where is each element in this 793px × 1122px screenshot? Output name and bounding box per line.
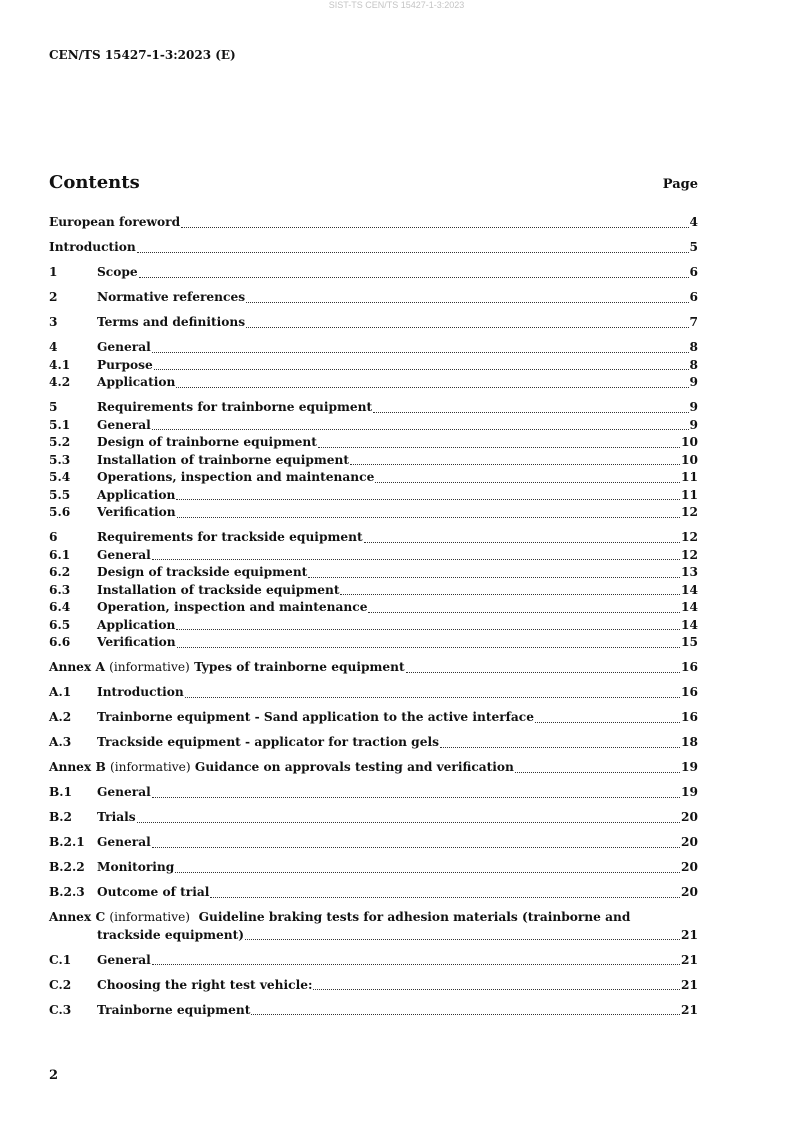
toc-annex-heading [49,909,698,927]
dot-leader [535,722,680,723]
toc-entry-page: 20 [681,885,698,899]
toc-entry-number: C.2 [49,977,72,992]
toc-entry-title: Introduction [49,240,136,254]
toc-annex-continuation [49,927,698,945]
toc-entry-title: Types of trainborne equipment [194,660,405,674]
toc-entry-page: 20 [681,810,698,824]
toc-entry-page: 16 [681,660,698,674]
toc-entry[interactable] [49,547,698,565]
dot-leader [375,482,680,483]
toc-entry-number: 4.1 [49,357,71,372]
toc-entry-title: Guideline braking tests for adhesion materials (trainborne and [198,910,631,924]
toc-entry[interactable] [49,314,698,332]
toc-entry-number: 5 [49,400,58,414]
toc-entry-page: 13 [681,565,698,579]
toc-entry-number: 3 [49,315,58,329]
toc-entry-title: General [97,785,151,799]
toc-entry[interactable] [49,289,698,307]
toc-entry[interactable] [49,434,698,452]
toc-entry-page: 21 [681,927,698,942]
toc-entry-title: Requirements for trainborne equipment [97,400,373,414]
toc-entry-number: 5.4 [49,470,71,484]
toc-entry-title: Outcome of trial [97,885,210,899]
annex-label: Annex C [49,910,106,924]
toc-entry-page: 12 [681,505,698,519]
annex-label: Annex B [49,760,106,774]
toc-entry-number: 6.4 [49,600,71,614]
annex-informative: (informative) [110,760,191,774]
toc-entry-number: 6.6 [49,635,71,649]
toc-entry[interactable] [49,529,698,547]
toc-entry[interactable] [49,374,698,392]
toc-entry-page: 5 [689,240,698,254]
toc-entry-page: 14 [681,617,698,632]
toc-entry[interactable] [49,582,698,600]
dot-leader [246,302,688,303]
toc-entry-number: B.2 [49,810,73,824]
toc-entry[interactable] [49,1002,698,1020]
toc-entry-number: 5.6 [49,505,71,519]
toc-entry[interactable] [49,634,698,652]
toc-entry-number: 6 [49,530,58,544]
toc-entry[interactable] [49,399,698,417]
toc-entry[interactable] [49,214,698,232]
toc-entry[interactable] [49,952,698,970]
toc-entry-number: 5.1 [49,417,71,432]
toc-entry[interactable] [49,239,698,257]
dot-leader [406,672,680,673]
toc-entry-page: 19 [681,760,698,774]
toc-entry-title: General [97,835,151,849]
page-number: 2 [49,1068,59,1083]
toc-entry[interactable] [49,734,698,752]
toc-entry-title: Operations, inspection and maintenance [97,470,375,484]
toc-entry[interactable] [49,452,698,470]
toc-entry-page: 18 [681,735,698,749]
toc-entry[interactable] [49,564,698,582]
toc-entry-number: 5.2 [49,435,71,449]
toc-entry-number: B.2.2 [49,860,85,874]
dot-leader [137,822,680,823]
toc-entry-number: 6.5 [49,617,71,632]
toc-entry-page: 14 [681,582,698,597]
toc-entry-page: 8 [689,340,698,354]
document-id: CEN/TS 15427-1-3:2023 (E) [49,48,236,62]
dot-leader [364,542,680,543]
toc-entry[interactable] [49,809,698,827]
dot-leader [176,499,680,500]
dot-leader [154,369,689,370]
toc-entry-page: 20 [681,860,698,874]
toc-entry-title: General [97,952,151,967]
toc-entry-title: Trainborne equipment [97,1002,251,1017]
dot-leader [340,594,680,595]
toc-entry-number: B.1 [49,785,73,799]
toc-entry-title: Choosing the right test vehicle: [97,977,313,992]
dot-leader [515,772,680,773]
annex-label: Annex A [49,660,105,674]
toc-entry[interactable] [49,469,698,487]
toc-entry-page: 20 [681,835,698,849]
contents-title: Contents [49,172,140,193]
dot-leader [152,429,689,430]
dot-leader [210,897,680,898]
toc-entry-title: Introduction [97,685,184,699]
toc-annex-entry[interactable] [49,759,698,777]
toc-entry[interactable] [49,339,698,357]
toc-entry-number: C.3 [49,1002,72,1017]
dot-leader [152,559,680,560]
dot-leader [152,847,680,848]
dot-leader [137,252,689,253]
toc-entry-page: 10 [681,452,698,467]
toc-entry-title: General [97,340,151,354]
dot-leader [245,939,680,940]
toc-entry-title: Trainborne equipment - Sand application to the active interface [97,710,534,724]
table-of-contents [49,214,698,1019]
toc-entry[interactable] [49,599,698,617]
toc-entry-title: Scope [97,265,138,279]
annex-informative: (informative) [109,660,190,674]
toc-entry-page: 11 [681,470,698,484]
toc-entry-number: 4 [49,340,58,354]
toc-entry-page: 21 [681,1002,698,1017]
toc-entry-title: General [97,417,151,432]
toc-entry-title: Terms and definitions [97,315,246,329]
toc-entry-page: 6 [689,265,698,279]
toc-entry[interactable] [49,504,698,522]
toc-entry-title: Application [97,375,176,389]
dot-leader [175,872,680,873]
toc-entry-number: A.3 [49,735,72,749]
toc-entry-title: Purpose [97,357,153,372]
toc-entry-page: 21 [681,952,698,967]
toc-entry-title-continued: trackside equipment) [97,927,245,942]
toc-entry-page: 4 [689,215,698,229]
toc-entry-number: 6.1 [49,547,71,562]
toc-entry-page: 19 [681,785,698,799]
toc-entry-title: Verification [97,505,176,519]
toc-entry[interactable] [49,884,698,902]
toc-entry-page: 16 [681,710,698,724]
dot-leader [308,577,680,578]
toc-annex-heading [49,759,514,777]
toc-entry[interactable] [49,357,698,375]
toc-entry-number: 5.3 [49,452,71,467]
toc-entry-number: 5.5 [49,487,71,502]
toc-annex-heading [49,659,405,677]
toc-entry[interactable] [49,977,698,995]
toc-entry[interactable] [49,709,698,727]
toc-entry[interactable] [49,834,698,852]
toc-entry-title: Guidance on approvals testing and verification [194,760,514,774]
dot-leader [181,227,688,228]
toc-entry-page: 11 [681,487,698,502]
toc-entry[interactable] [49,684,698,702]
toc-entry-page: 16 [681,685,698,699]
toc-entry[interactable] [49,859,698,877]
toc-entry[interactable] [49,617,698,635]
dot-leader [152,797,680,798]
toc-entry-title: General [97,547,151,562]
toc-entry-title: Operation, inspection and maintenance [97,600,368,614]
toc-entry-title: Trials [97,810,136,824]
dot-leader [318,447,680,448]
toc-entry-number: 4.2 [49,375,71,389]
toc-annex-entry[interactable] [49,659,698,677]
toc-entry-number: 1 [49,265,58,279]
toc-entry-number: C.1 [49,952,72,967]
dot-leader [176,387,688,388]
page-column-label: Page [662,177,698,192]
toc-entry-title: Monitoring [97,860,175,874]
toc-entry-page: 7 [689,315,698,329]
toc-entry[interactable] [49,264,698,282]
toc-entry-title: Application [97,617,176,632]
toc-entry[interactable] [49,487,698,505]
toc-entry-title: Installation of trackside equipment [97,582,340,597]
toc-entry-title: Verification [97,635,176,649]
toc-entry-title: Design of trackside equipment [97,565,308,579]
dot-leader [373,412,688,413]
toc-entry-title: European foreword [49,215,181,229]
toc-entry-page: 21 [681,977,698,992]
toc-entry-page: 12 [681,530,698,544]
dot-leader [176,629,680,630]
toc-entry[interactable] [49,417,698,435]
toc-entry-page: 14 [681,600,698,614]
toc-entry-title: Requirements for trackside equipment [97,530,363,544]
toc-entry-number: 6.3 [49,582,71,597]
dot-leader [246,327,688,328]
toc-entry-page: 10 [681,435,698,449]
toc-entry-number: B.2.1 [49,835,85,849]
toc-entry-title: Application [97,487,176,502]
toc-entry-page: 9 [689,400,698,414]
toc-annex-entry[interactable] [49,909,698,944]
dot-leader [139,277,689,278]
watermark: SIST-TS CEN/TS 15427-1-3:2023 [328,0,465,10]
dot-leader [313,989,680,990]
dot-leader [440,747,680,748]
toc-entry-page: 6 [689,290,698,304]
dot-leader [350,464,680,465]
toc-entry-number: A.1 [49,685,72,699]
toc-entry-page: 9 [689,417,698,432]
toc-entry-title: Trackside equipment - applicator for traction gels [97,735,439,749]
toc-entry-number: 6.2 [49,565,71,579]
toc-entry-title: Installation of trainborne equipment [97,452,350,467]
toc-entry-title: Normative references [97,290,246,304]
toc-entry-page: 12 [681,547,698,562]
dot-leader [368,612,680,613]
toc-entry[interactable] [49,784,698,802]
toc-entry-page: 8 [689,357,698,372]
toc-entry-number: 2 [49,290,58,304]
dot-leader [251,1014,680,1015]
toc-entry-page: 9 [689,375,698,389]
annex-informative: (informative) [109,910,191,924]
dot-leader [185,697,680,698]
dot-leader [177,647,680,648]
toc-entry-number: A.2 [49,710,72,724]
dot-leader [177,517,680,518]
dot-leader [152,352,689,353]
dot-leader [152,964,680,965]
toc-entry-number: B.2.3 [49,885,85,899]
toc-entry-title: Design of trainborne equipment [97,435,317,449]
toc-entry-page: 15 [681,635,698,649]
